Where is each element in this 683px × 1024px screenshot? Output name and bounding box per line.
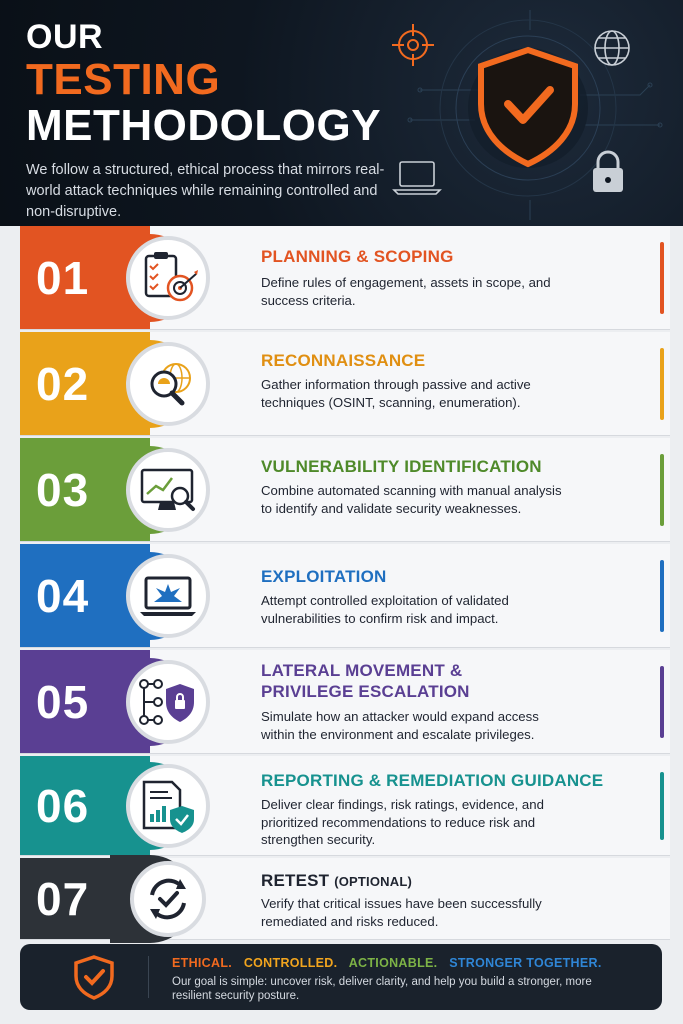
footer-divider: [148, 956, 149, 998]
step-2-number: 02: [36, 357, 90, 410]
step-1-accent-bar: [660, 242, 664, 314]
step-6: [20, 756, 670, 856]
step-1-description: Define rules of engagement, assets in scope, and success criteria.: [261, 275, 551, 308]
step-6-title: REPORTING & REMEDIATION GUIDANCE: [261, 771, 604, 790]
clipboard-target-icon: [110, 234, 222, 322]
step-3-number: 03: [36, 463, 90, 516]
step-5-description: Simulate how an attacker would expand access within the environment and escalate privileges.: [261, 709, 539, 742]
step-2-description: Gather information through passive and active techniques (OSINT, scanning, enumeration).: [261, 377, 531, 410]
step-7-title-main: RETEST: [261, 871, 330, 890]
step-4-title: EXPLOITATION: [261, 567, 387, 586]
step-1-number: 01: [36, 251, 90, 304]
step-2: [20, 332, 670, 436]
step-5-title-line-1: LATERAL MOVEMENT &: [261, 661, 463, 680]
header-banner: [0, 0, 683, 226]
monitor-chart-icon: [110, 446, 222, 534]
intro-text: We follow a structured, ethical process that mirrors real-world attack techniques while remaining controlled and non-disruptive.: [26, 162, 385, 220]
network-shield-icon: [110, 658, 222, 746]
step-5-title-line-2: PRIVILEGE ESCALATION: [261, 682, 470, 701]
step-3-description: Combine automated scanning with manual analysis to identify and validate security weaknesses.: [261, 483, 562, 516]
title-line-3: METHODOLOGY: [26, 101, 382, 150]
globe-icon: [595, 31, 629, 65]
step-7-description: Verify that critical issues have been successfully remediated and risks reduced.: [261, 896, 542, 929]
step-2-title: RECONNAISSANCE: [261, 351, 426, 370]
step-6-description: Deliver clear findings, risk ratings, evidence, and prioritized recommendations to reduce risk and strengthen security.: [261, 797, 544, 847]
step-5-number: 05: [36, 675, 90, 728]
step-1: [20, 226, 670, 330]
step-7-title-suffix: (OPTIONAL): [334, 874, 413, 889]
step-3-accent-bar: [660, 454, 664, 526]
tag-actionable: ACTIONABLE.: [348, 956, 438, 970]
step-4-description: Attempt controlled exploitation of validated vulnerabilities to confirm risk and impact.: [261, 593, 509, 626]
step-7: [20, 858, 670, 940]
step-4-accent-bar: [660, 560, 664, 632]
laptop-burst-icon: [110, 552, 222, 640]
footer-banner: [20, 944, 662, 1010]
refresh-check-icon: [110, 855, 222, 943]
step-3: [20, 438, 670, 542]
step-2-accent-bar: [660, 348, 664, 420]
padlock-icon: [593, 152, 623, 192]
step-5-accent-bar: [660, 666, 664, 738]
step-6-accent-bar: [660, 772, 664, 840]
step-5: [20, 650, 670, 754]
title-line-2: TESTING: [26, 55, 221, 104]
shield-check-icon: [72, 954, 116, 1000]
step-1-title: PLANNING & SCOPING: [261, 247, 454, 266]
crosshair-icon: [392, 24, 434, 66]
footer-text: Our goal is simple: uncover risk, deliver clarity, and help you build a stronger, more resilient security posture.: [172, 976, 592, 1002]
tag-controlled: CONTROLLED.: [243, 956, 338, 970]
step-6-number: 06: [36, 779, 90, 832]
laptop-icon: [394, 162, 440, 194]
step-4: [20, 544, 670, 648]
title-line-1: OUR: [26, 18, 104, 56]
header-illustration: [380, 0, 683, 226]
tag-stronger-together: STRONGER TOGETHER.: [449, 956, 602, 970]
step-7-title: [261, 870, 412, 892]
footer-tagline: [172, 956, 610, 970]
step-4-number: 04: [36, 569, 90, 622]
report-shield-icon: [110, 762, 222, 850]
step-3-title: VULNERABILITY IDENTIFICATION: [261, 457, 542, 476]
tag-ethical: ETHICAL.: [172, 956, 233, 970]
magnifier-globe-icon: [110, 340, 222, 428]
step-7-number: 07: [36, 872, 90, 925]
